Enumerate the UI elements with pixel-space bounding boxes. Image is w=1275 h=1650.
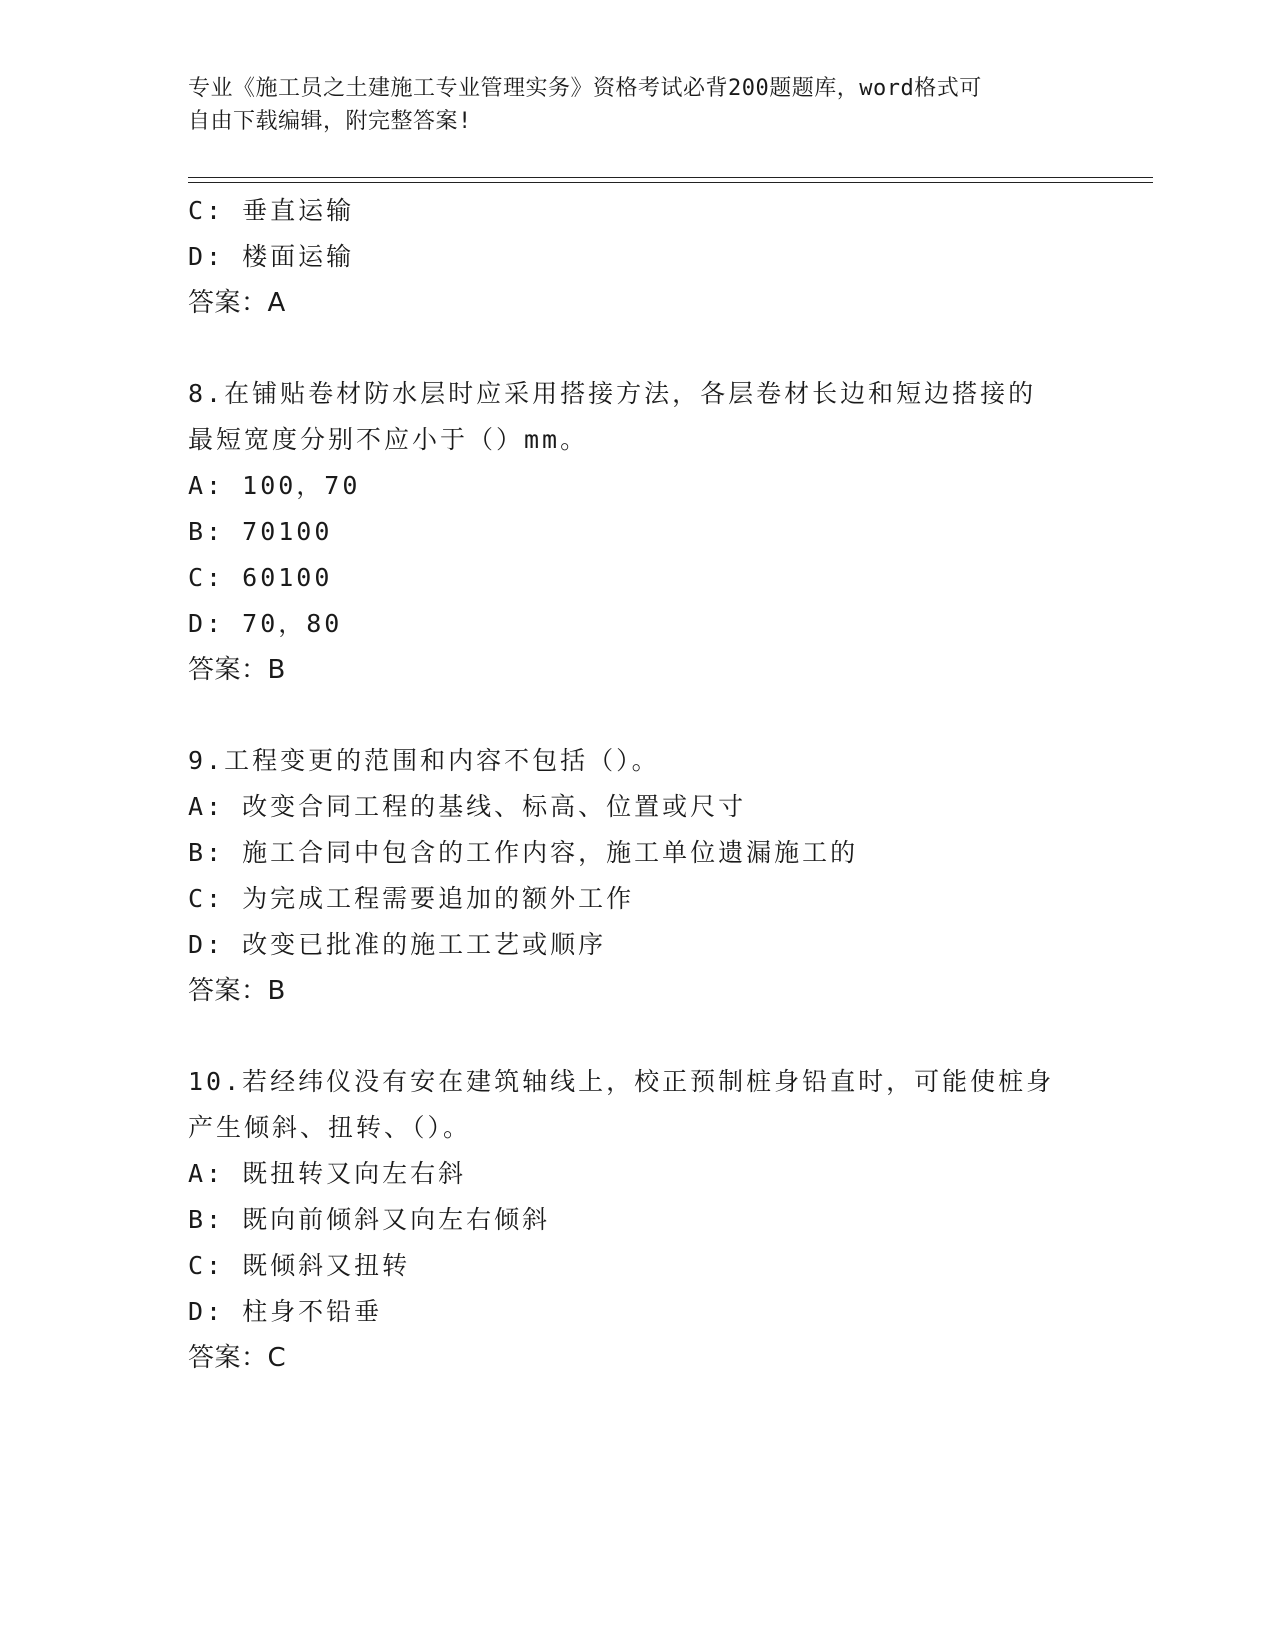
question-gap bbox=[188, 1014, 1088, 1059]
option-d: D: 柱身不铅垂 bbox=[188, 1297, 383, 1326]
header-line-2: 自由下载编辑，附完整答案! bbox=[188, 109, 472, 134]
option-c: C: 既倾斜又扭转 bbox=[188, 1251, 411, 1280]
option-b: B: 施工合同中包含的工作内容，施工单位遗漏施工的 bbox=[188, 838, 859, 867]
answer: 答案：B bbox=[188, 655, 286, 685]
question-title-line-1: 10.若经纬仪没有安在建筑轴线上，校正预制桩身铅直时，可能使桩身 bbox=[188, 1067, 1055, 1096]
option-a: A: 既扭转又向左右斜 bbox=[188, 1159, 467, 1188]
question-list bbox=[188, 188, 1088, 1381]
header-line-1: 专业《施工员之土建施工专业管理实务》资格考试必背200题题库，word格式可 bbox=[188, 76, 982, 101]
answer: 答案：A bbox=[188, 288, 286, 318]
option-a: A: 改变合同工程的基线、标高、位置或尺寸 bbox=[188, 792, 747, 821]
answer: 答案：B bbox=[188, 976, 286, 1006]
question-title-line-1: 9.工程变更的范围和内容不包括（）。 bbox=[188, 746, 660, 775]
option-c: C: 60100 bbox=[188, 563, 333, 592]
option-b: B: 70100 bbox=[188, 517, 333, 546]
question-9 bbox=[188, 738, 1088, 1014]
question-10 bbox=[188, 1059, 1088, 1381]
header-divider-bottom bbox=[188, 182, 1153, 183]
header-divider-top bbox=[188, 177, 1153, 178]
option-d: D: 70，80 bbox=[188, 609, 343, 638]
answer: 答案：C bbox=[188, 1343, 287, 1373]
question-title-line-2: 最短宽度分别不应小于（）mm。 bbox=[188, 425, 589, 454]
question-title-line-1: 8.在铺贴卷材防水层时应采用搭接方法，各层卷材长边和短边搭接的 bbox=[188, 379, 1037, 408]
option-c: C: 为完成工程需要追加的额外工作 bbox=[188, 884, 635, 913]
option-c: C: 垂直运输 bbox=[188, 196, 355, 225]
question-8 bbox=[188, 371, 1088, 693]
option-d: D: 改变已批准的施工工艺或顺序 bbox=[188, 930, 607, 959]
question-gap bbox=[188, 326, 1088, 371]
option-b: B: 既向前倾斜又向左右倾斜 bbox=[188, 1205, 551, 1234]
question-title-line-2: 产生倾斜、扭转、（）。 bbox=[188, 1113, 472, 1142]
continued-question bbox=[188, 188, 1088, 326]
option-a: A: 100，70 bbox=[188, 471, 361, 500]
document-header bbox=[188, 72, 1068, 138]
option-d: D: 楼面运输 bbox=[188, 242, 355, 271]
question-gap bbox=[188, 693, 1088, 738]
